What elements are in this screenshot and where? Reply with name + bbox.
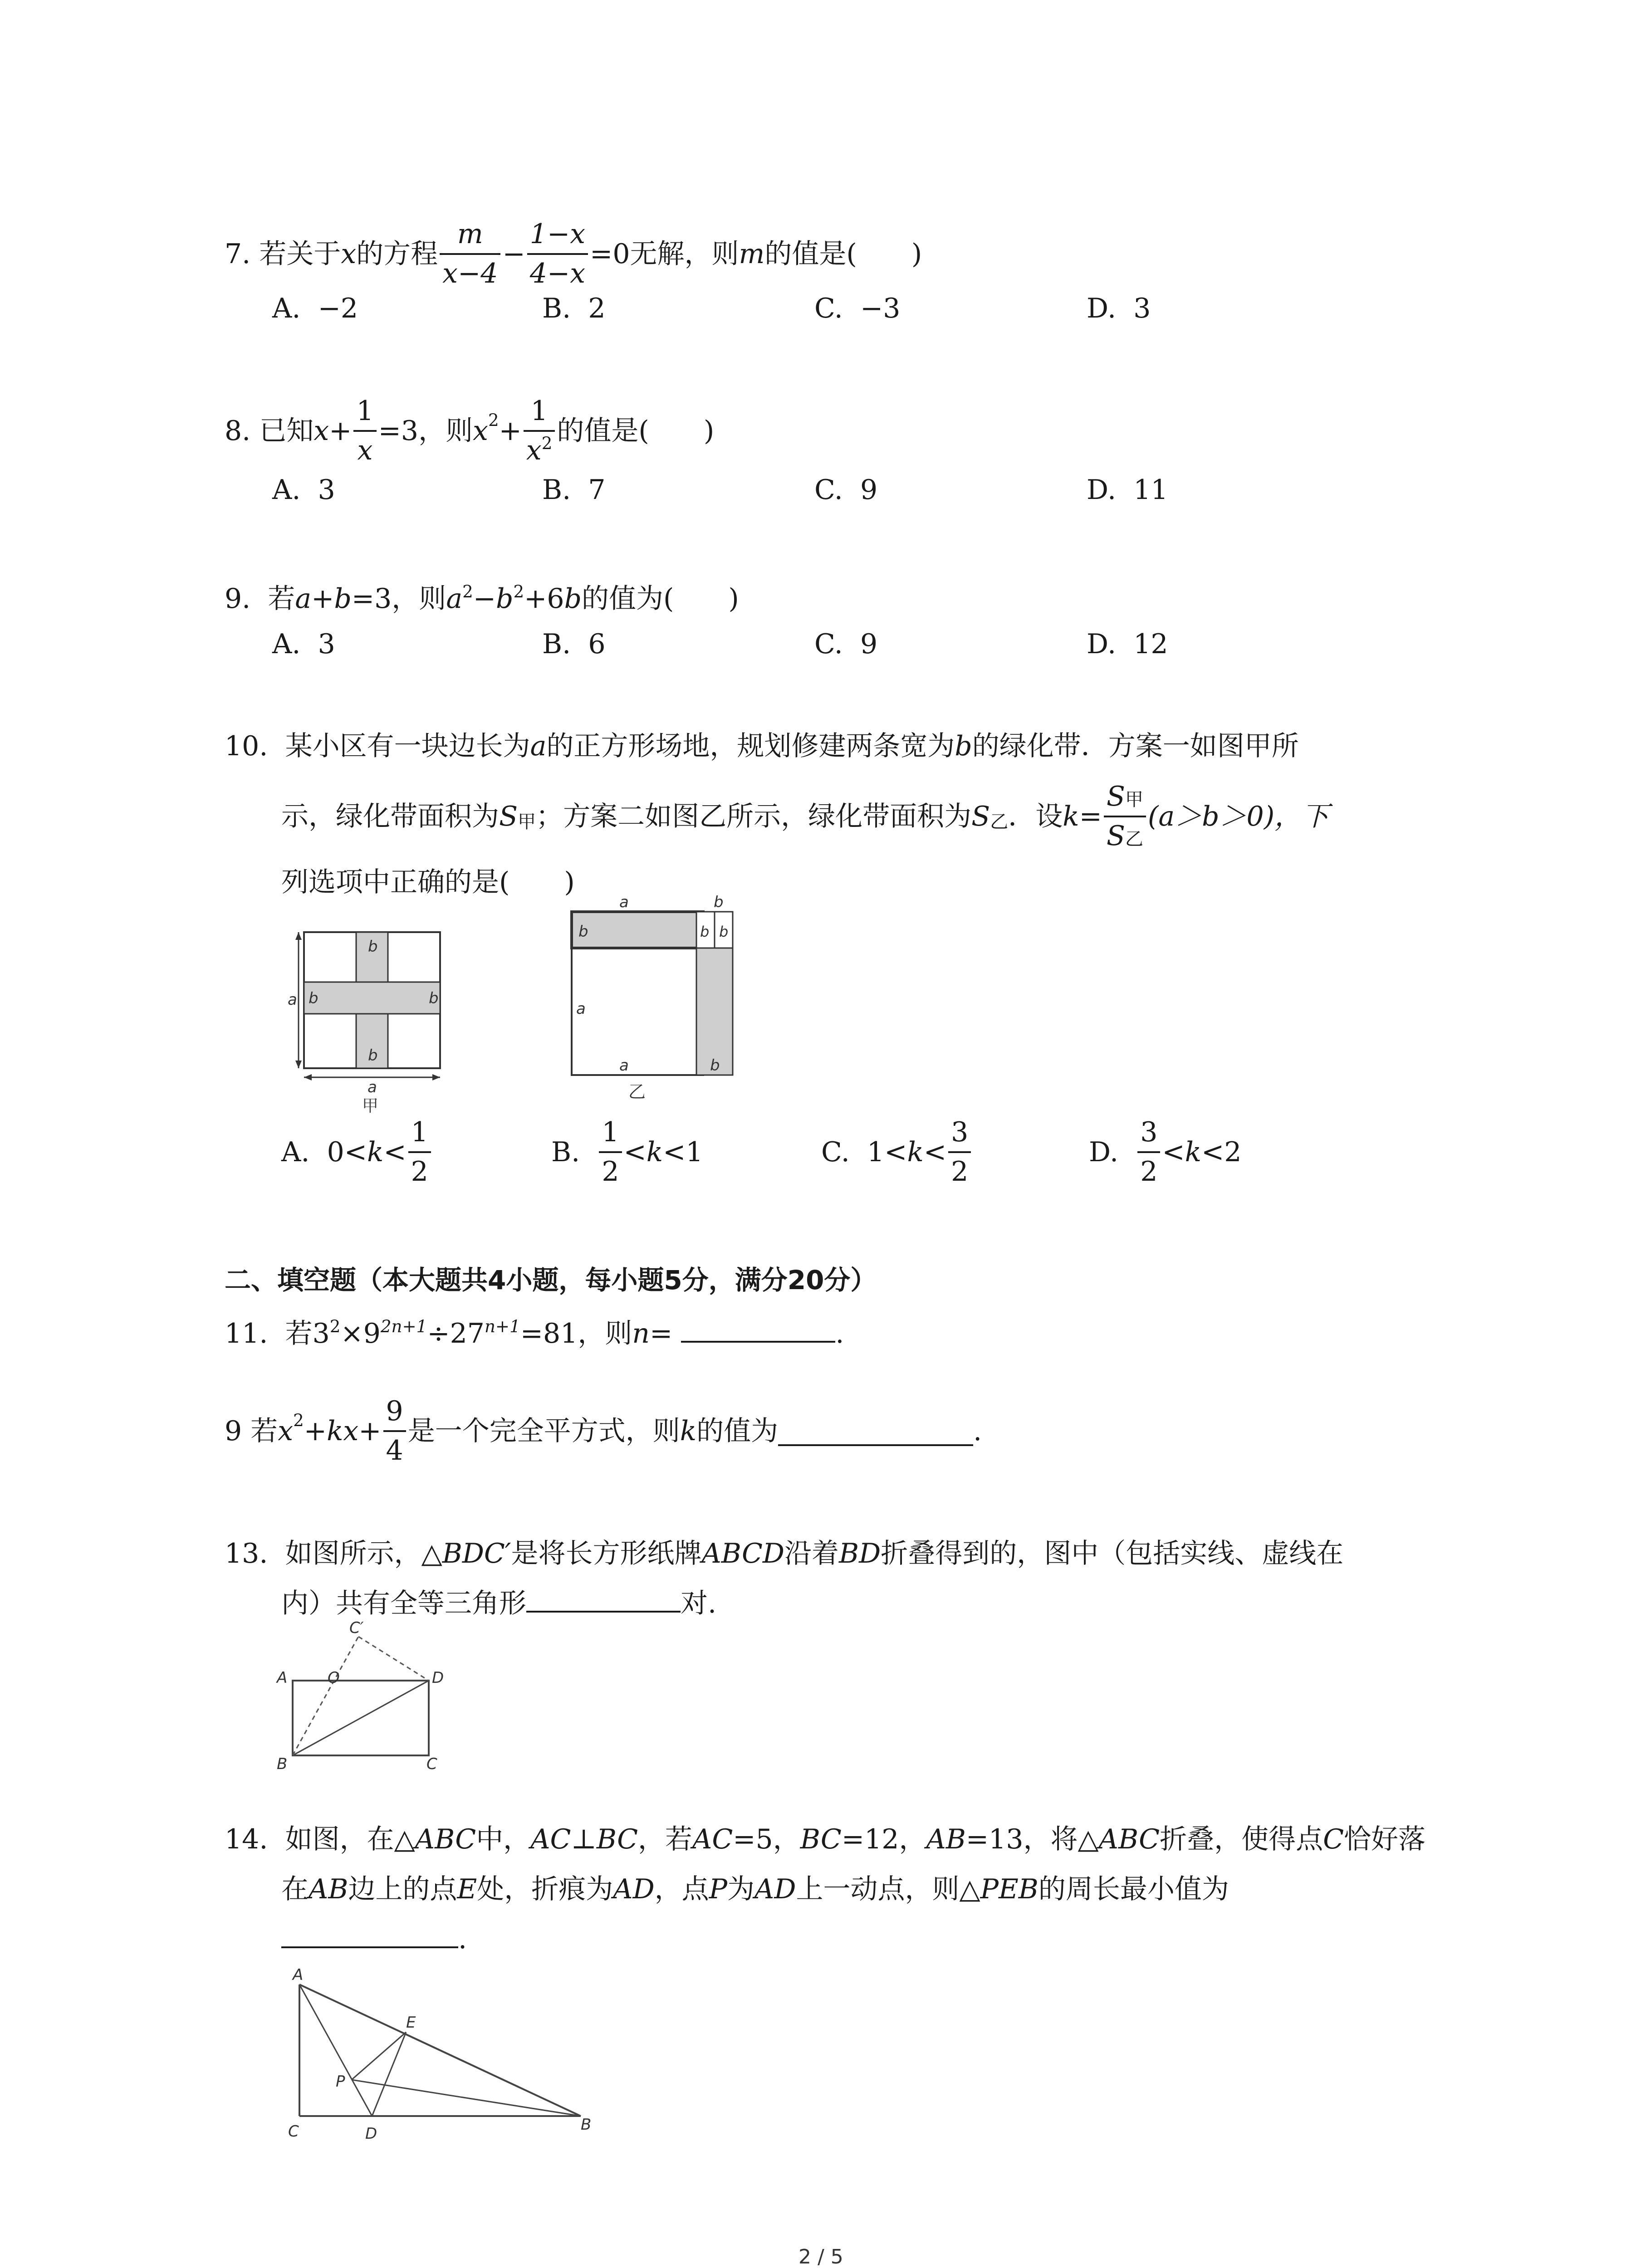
jia-label-b-top: b [368,938,378,956]
q9-option-b: B. 6 [542,628,606,660]
question-14-line-2: 在AB边上的点E处，折痕为AD，点P为AD上一动点，则△PEB的周长最小值为 [281,1873,1229,1905]
question-7: 7. 若关于 x 的方程 $\frac{m}{x-4}$ − $\frac{1-x}{4-x}$ =0无解，则 m 的值是( ) [225,218,922,289]
question-13-line-1: 13. 如图所示，△BDC′是将长方形纸牌ABCD沿着BD折叠得到的，图中（包括实线、虚线在 [225,1538,1344,1569]
yi-label-b-topright: b [714,893,724,911]
q7-number: 7. [225,238,251,270]
page-number: 2 / 5 [798,2245,843,2268]
jia-label-b-bottom: b [368,1046,378,1065]
q7-option-b: B. 2 [542,293,606,324]
yi-label-b-mid2: b [719,923,729,940]
q12-answer-blank[interactable] [778,1444,973,1446]
q13-figure [272,1619,490,1783]
jia-caption: 甲 [362,1097,379,1115]
q10-option-b: B. $\frac{1}{2}$ < k <1 [551,1116,703,1188]
q13-label-C-prime: C′ [349,1619,364,1637]
jia-label-a-left: a [288,991,297,1009]
q14-answer-blank[interactable] [281,1946,458,1948]
q13-label-B: B [277,1755,288,1773]
q10-option-d: D. $\frac{3}{2}$ < k <2 [1089,1116,1242,1188]
yi-label-a-left: a [576,1000,586,1018]
question-11: 11. 若$3^2\times 9^{2n+1}\div 27^{n+1}=81$，则n= . [225,1316,844,1349]
q14-figure [272,1960,617,2150]
q10-option-a: A. 0< k < $\frac{1}{2}$ [281,1111,433,1193]
q8-option-b: B. 7 [542,474,606,506]
question-8: 8. 已知 x + $\frac{1}{x}$ =3，则 x $^2$ + $\frac{1}{x^2}$ 的值是( ) [225,395,715,466]
q8-fraction-1: $\frac{1}{x}$ [353,397,376,465]
q10-k-fraction: $\frac{\text{S甲}}{\text{S乙}}$ [1104,782,1146,850]
q10-option-c: C. 1< k < $\frac{3}{2}$ [821,1111,973,1193]
question-12: 9 若 x $^2$ + kx + $\frac{9}{4}$ 是一个完全平方式，则 k 的值为 . [225,1395,982,1466]
q7-fraction-2: $\frac{1-x}{4-x}$ [527,220,588,288]
q14-label-C: C [288,2122,299,2141]
q14-label-A: A [293,1966,304,1984]
question-10-line-2: 示，绿化带面积为 S 甲 ；方案二如图乙所示，绿化带面积为 S 乙 ．设 k = $\frac{\text{S甲}}{\text{S乙}}$ (a＞b＞0)，下 [281,781,1329,852]
q8-option-c: C. 9 [814,474,878,506]
yi-label-a-bottom: a [619,1056,629,1075]
q14-label-P: P [336,2072,345,2091]
yi-caption: 乙 [628,1082,646,1102]
yi-label-b-left: b [578,923,588,941]
section-title-fill-in: 二、填空题（本大题共4小题，每小题5分，满分20分） [225,1265,877,1295]
question-13-line-2: 内）共有全等三角形 对. [281,1588,717,1619]
question-14-line-1: 14. 如图，在△ABC中，AC⊥BC，若AC=5，BC=12，AB=13，将△ABC折叠，使得点C恰好落 [225,1823,1426,1855]
q10-figure-yi [558,891,749,1123]
jia-label-b-left: b [309,989,318,1007]
yi-label-b-mid: b [700,923,710,940]
yi-label-a-top: a [619,893,629,911]
q7-fraction-1: $\frac{m}{x-4}$ [440,220,500,288]
question-10-line-3: 列选项中正确的是( ) [281,866,575,898]
q14-label-B: B [581,2116,592,2134]
q9-option-d: D. 12 [1087,628,1168,660]
q11-answer-blank[interactable] [681,1340,835,1343]
q7-option-d: D. 3 [1087,293,1151,324]
q13-label-C: C [426,1755,437,1773]
question-9: 9. 若a+b=3，则$a^2-b^2+6b$的值为( ) [225,581,739,615]
q10-figure-jia [281,925,463,1120]
q12-fraction: $\frac{9}{4}$ [383,1397,406,1465]
yi-label-b-bottomright: b [710,1056,720,1075]
q9-option-c: C. 9 [814,628,878,660]
jia-label-a-bottom: a [367,1078,377,1096]
q9-option-a: A. 3 [272,628,335,660]
q7-option-a: A. −2 [272,293,358,324]
q13-label-A: A [277,1669,288,1687]
q7-option-c: C. −3 [814,293,901,324]
q13-label-O: O [328,1669,340,1687]
q14-label-D: D [365,2125,377,2143]
question-14-line-3: . [281,1926,467,1953]
q8-option-a: A. 3 [272,474,335,506]
question-10-line-1: 10. 某小区有一块边长为a的正方形场地，规划修建两条宽为b的绿化带．方案一如图甲所 [225,730,1299,762]
jia-label-b-right: b [429,989,439,1007]
q8-option-d: D. 11 [1087,474,1168,506]
q13-label-D: D [432,1669,444,1687]
q13-answer-blank[interactable] [526,1610,681,1613]
q14-label-E: E [406,2014,416,2032]
q8-fraction-2: $\frac{1}{x^2}$ [524,397,555,465]
